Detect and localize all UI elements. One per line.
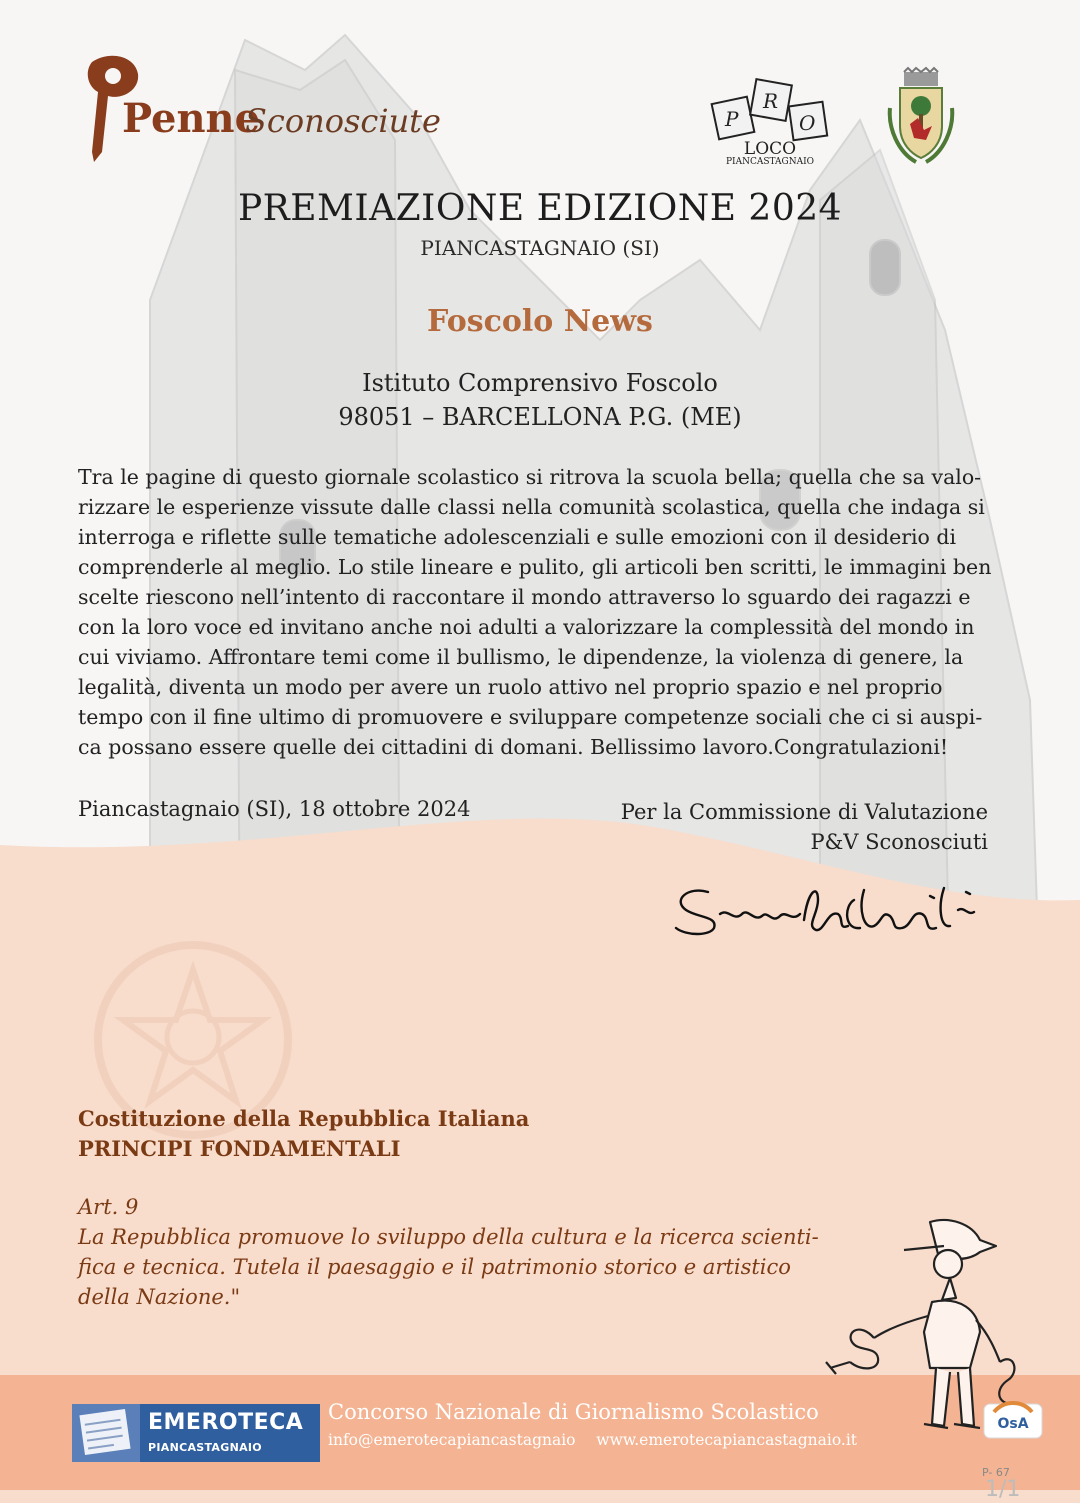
motivation-line: tempo con il fine ultimo di promuovere e sviluppare competenze sociali che ci si auspi- [78, 705, 983, 729]
school-name: Istituto Comprensivo Foscolo [362, 369, 718, 397]
motivation-line: scelte riescono nell’intento di raccontare il mondo attraverso lo sguardo dei ragazzi e [78, 585, 971, 609]
school-info [0, 366, 1080, 434]
osa-logo-text: OsA [997, 1416, 1029, 1432]
proloco-city: PIANCASTAGNAIO [725, 157, 815, 167]
page-count: 1/1 [985, 1477, 1021, 1502]
commission-organization: P&V Sconosciuti [810, 830, 988, 854]
article-text-line: La Repubblica promuove lo sviluppo della cultura e la ricerca scienti- [78, 1225, 819, 1249]
motivation-paragraph [78, 462, 1008, 762]
emeroteca-subtitle: PIANCASTAGNAIO [148, 1441, 262, 1454]
logo-text-penne: Penne [122, 95, 261, 142]
emeroteca-logo [140, 1404, 320, 1462]
commission-block [621, 797, 988, 857]
place-date: Piancastagnaio (SI), 18 ottobre 2024 [78, 797, 471, 821]
penne-sconosciute-logo [80, 52, 441, 167]
contest-name: Concorso Nazionale di Giornalismo Scolastico [328, 1400, 819, 1424]
constitution-subheading: PRINCIPI FONDAMENTALI [78, 1136, 401, 1161]
article-block [78, 1192, 819, 1312]
handwritten-signature [668, 870, 998, 945]
footer-contacts [328, 1431, 857, 1449]
award-title: PREMIAZIONE EDIZIONE 2024 [237, 188, 843, 229]
constitution-heading-block [78, 1104, 529, 1164]
newspaper-icon [72, 1404, 140, 1462]
motivation-line: con la loro voce ed invitano anche noi adulti a valorizzare la complessità del mondo in [78, 615, 975, 639]
journal-name: Foscolo News [427, 304, 653, 339]
award-location: PIANCASTAGNAIO (SI) [420, 236, 660, 260]
article-text-line: fica e tecnica. Tutela il paesaggio e il patrimonio storico e artistico [78, 1255, 791, 1279]
coat-of-arms-icon [886, 68, 956, 168]
school-address: 98051 – BARCELLONA P.G. (ME) [338, 403, 742, 431]
footer-email: info@emerotecapiancastagnaio [328, 1431, 576, 1449]
motivation-line: ca possano essere quelle dei cittadini di domani. Bellissimo lavoro.Congratulazioni! [78, 735, 949, 759]
logo-text-sconosciute: Sconosciute [245, 102, 441, 140]
motivation-line: cui viviamo. Affrontare temi come il bullismo, le dipendenze, la violenza di genere, la [78, 645, 964, 669]
motivation-line: interroga e riflette sulle tematiche adolescenziali e sulle emozioni con il desiderio di [78, 525, 957, 549]
motivation-line: Tra le pagine di questo giornale scolastico si ritrova la scuola bella; quella che sa valo- [78, 465, 982, 489]
proloco-letter-p: P [725, 107, 739, 131]
footer-website: www.emerotecapiancastagnaio.it [596, 1431, 858, 1449]
emeroteca-title: EMEROTECA [148, 1410, 304, 1435]
osa-logo [982, 1398, 1044, 1442]
motivation-line: rizzare le esperienze vissute dalle classi nella comunità scolastica, quella che indaga si [78, 495, 985, 519]
article-text-line: della Nazione." [78, 1285, 241, 1309]
proloco-letter-r: R [763, 89, 779, 113]
proloco-name: LOCO [743, 139, 797, 159]
motivation-line: legalità, diventa un modo per avere un ruolo attivo nel proprio spazio e nel proprio [78, 675, 943, 699]
article-number: Art. 9 [78, 1195, 139, 1219]
constitution-heading: Costituzione della Repubblica Italiana [78, 1106, 530, 1131]
page-label: P- 67 [982, 1466, 1010, 1479]
proloco-letter-o: O [799, 111, 816, 135]
commission-label: Per la Commissione di Valutazione [620, 800, 988, 824]
motivation-line: comprenderle al meglio. Lo stile lineare e pulito, gli articoli ben scritti, le immagini ben [78, 555, 992, 579]
pro-loco-logo [705, 68, 835, 168]
